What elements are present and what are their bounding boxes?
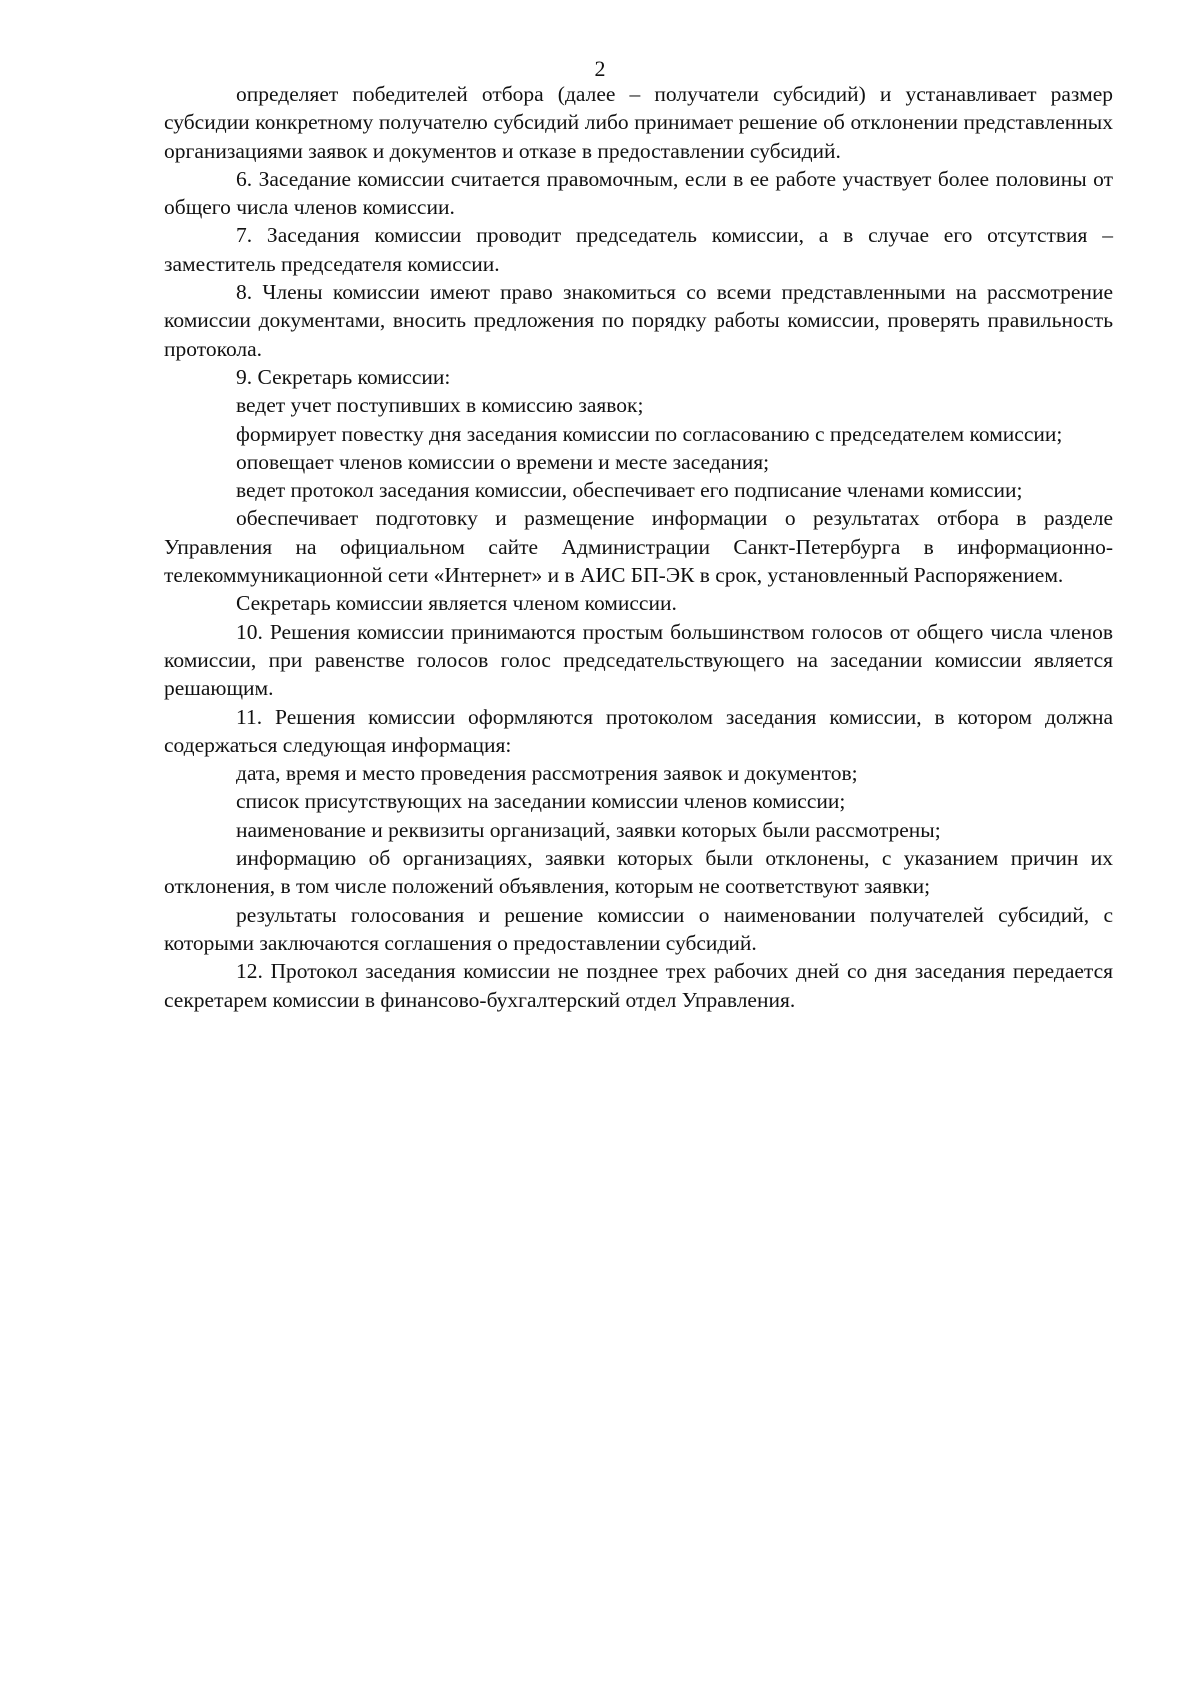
paragraph: список присутствующих на заседании комиссии членов комиссии; [236,789,846,814]
paragraph: определяет победителей отбора (далее – получатели субсидий) и устанавливает размер субсидии конкретному получателю субсидий либо принимает решение об отклонении представленных организациями заявок и документов и отказе в предоставлении субсидий. [164,82,1113,163]
paragraph: результаты голосования и решение комиссии о наименовании получателей субсидий, с которыми заключаются соглашения о предоставлении субсидий. [164,902,1113,955]
page-number: 2 [594,56,606,81]
paragraph: 8. Члены комиссии имеют право знакомиться со всеми представленными на рассмотрение комиссии документами, вносить предложения по порядку работы комиссии, проверять правильность протокола. [164,280,1113,361]
paragraph: информацию об организациях, заявки которых были отклонены, с указанием причин их отклонения, в том числе положений объявления, которым не соответствуют заявки; [164,846,1113,899]
paragraph: Секретарь комиссии является членом комиссии. [236,591,677,616]
paragraph: 12. Протокол заседания комиссии не позднее трех рабочих дней со дня заседания передается секретарем комиссии в финансово-бухгалтерский отдел Управления. [164,959,1113,1012]
paragraph: 6. Заседание комиссии считается правомочным, если в ее работе участвует более половины от общего числа членов комиссии. [164,166,1113,220]
paragraph: обеспечивает подготовку и размещение информации о результатах отбора в разделе Управления на официальном сайте Администрации Санкт-Петербурга в информационно-телекоммуникационной сети «Интернет» и в АИС БП-ЭК в срок, установленный Распоряжением. [164,506,1113,588]
paragraph: 11. Решения комиссии оформляются протоколом заседания комиссии, в котором должна содержаться следующая информация: [164,704,1113,757]
paragraph: дата, время и место проведения рассмотрения заявок и документов; [236,761,858,786]
paragraph: формирует повестку дня заседания комиссии по согласованию с председателем комиссии; [236,421,1063,446]
paragraph: ведет учет поступивших в комиссию заявок; [236,393,644,418]
paragraph: 9. Секретарь комиссии: [236,364,451,389]
paragraph: 10. Решения комиссии принимаются простым большинством голосов от общего числа членов комиссии, при равенстве голосов голос председательствующего на заседании комиссии является решающим. [164,619,1113,701]
paragraph: наименование и реквизиты организаций, заявки которых были рассмотрены; [236,817,941,842]
paragraph: ведет протокол заседания комиссии, обеспечивает его подписание членами комиссии; [236,478,1023,503]
paragraph: 7. Заседания комиссии проводит председатель комиссии, а в случае его отсутствия – заместитель председателя комиссии. [164,223,1113,276]
document-body [164,80,1113,1014]
paragraph: оповещает членов комиссии о времени и месте заседания; [236,449,770,474]
